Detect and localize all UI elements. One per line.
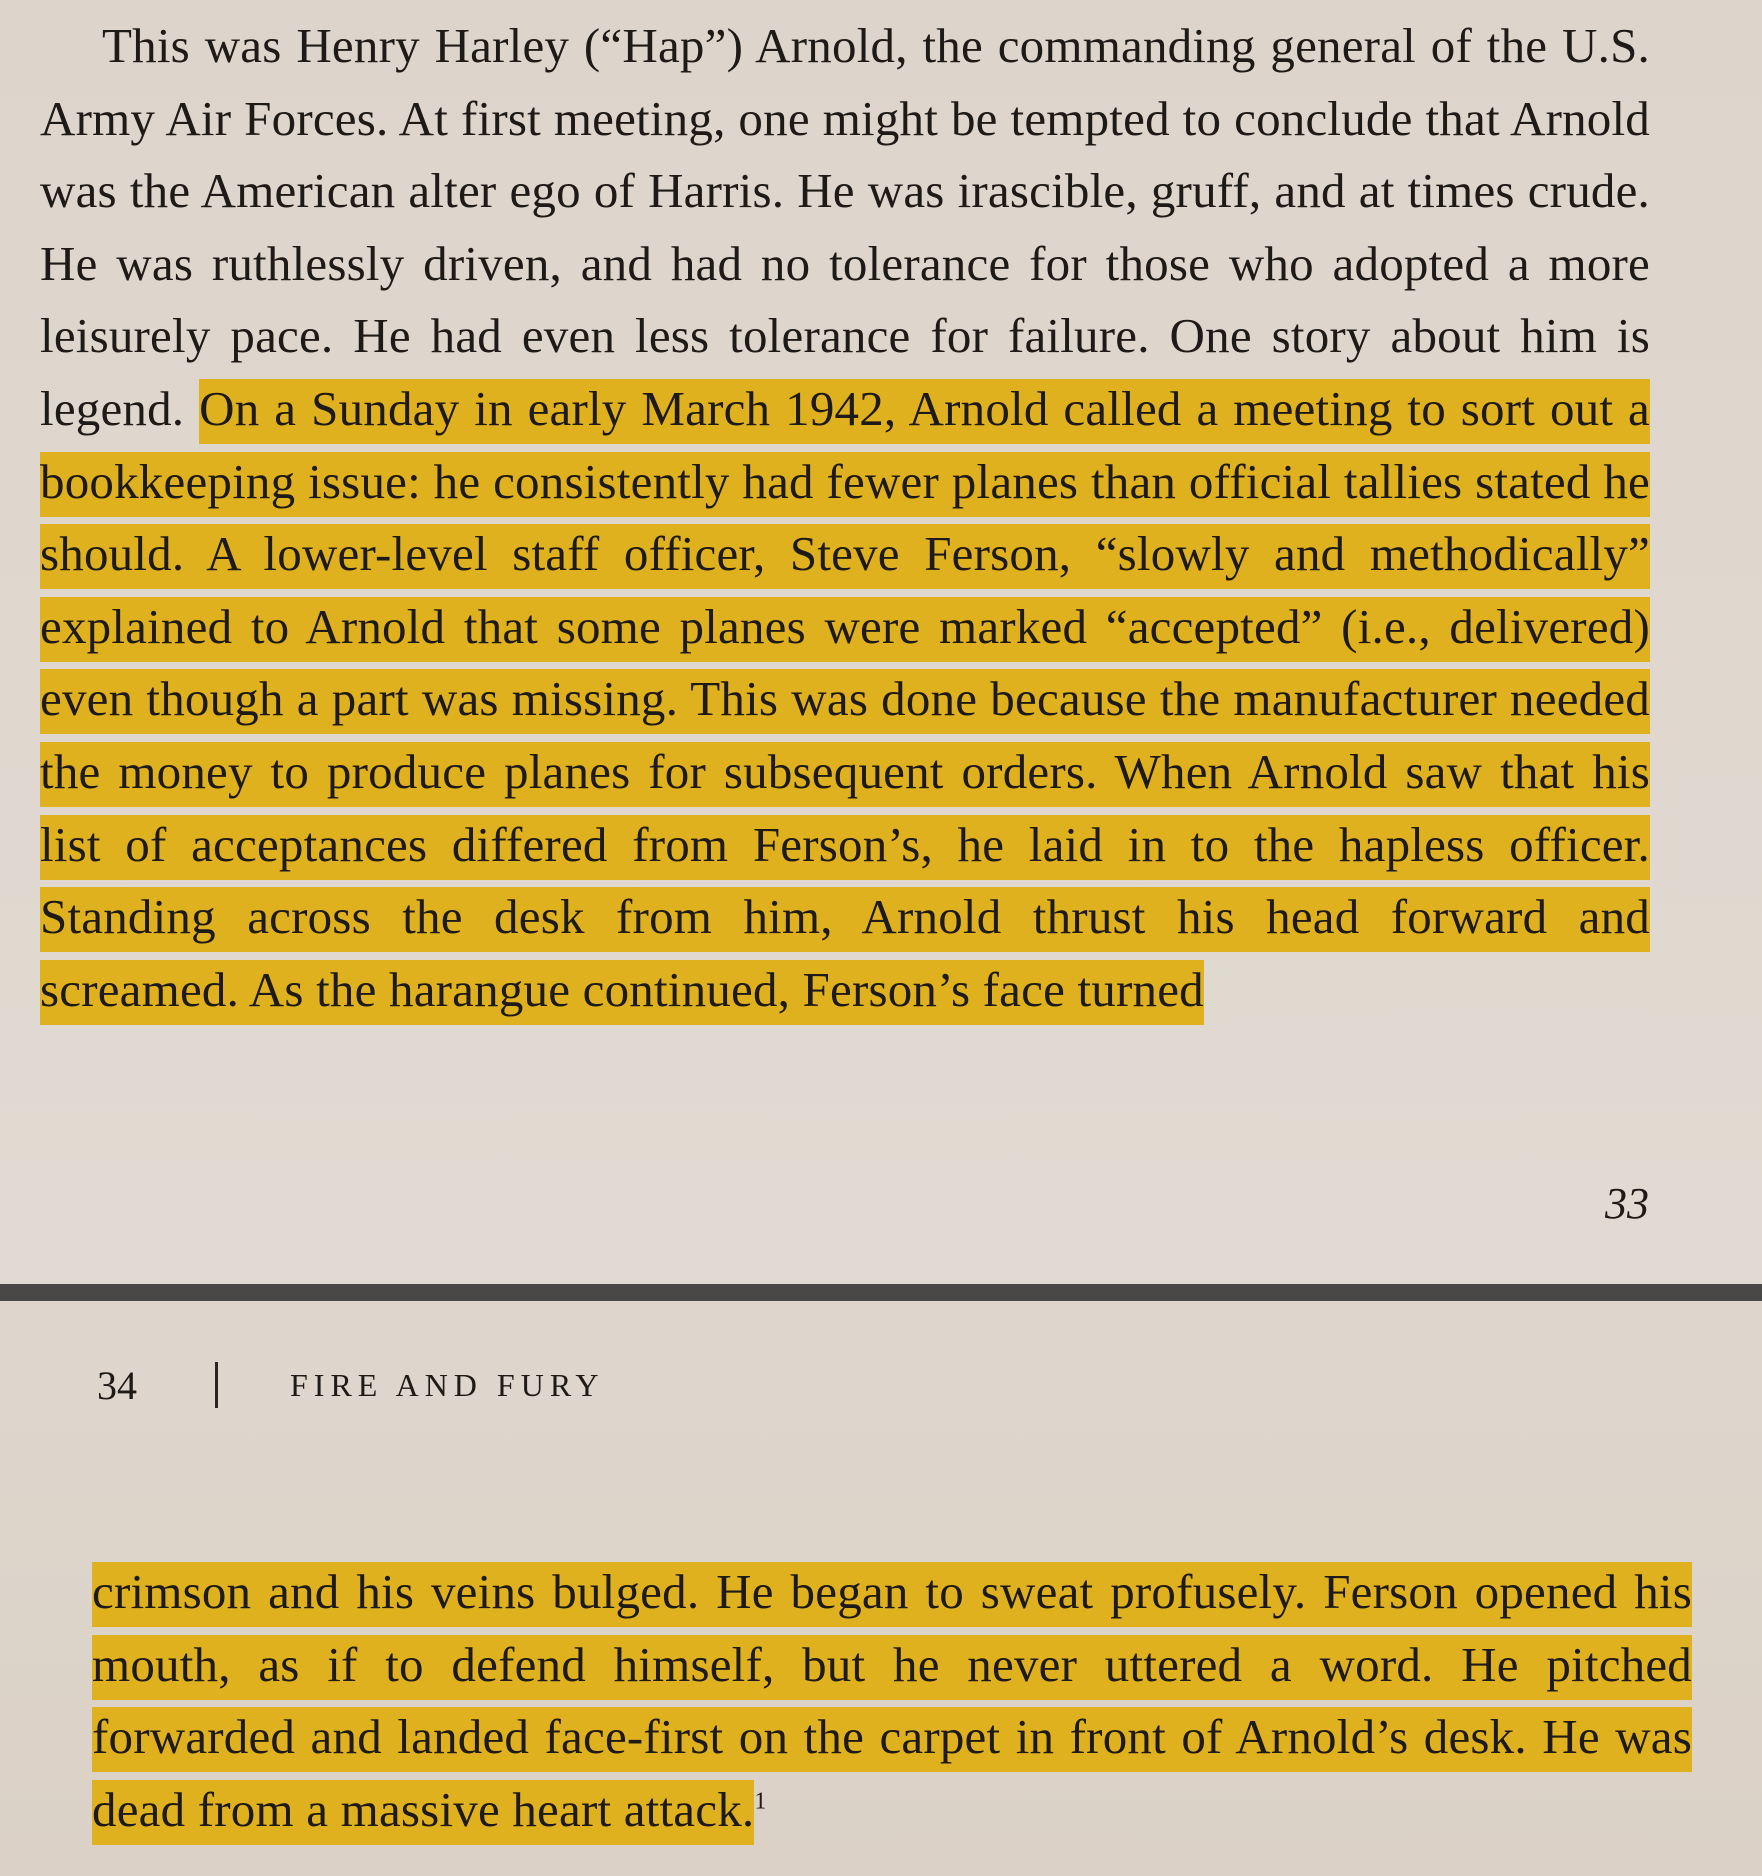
page-number: 33 bbox=[1605, 1179, 1649, 1228]
body-text-page-34 bbox=[92, 1556, 1692, 1846]
highlighted-passage[interactable]: On a Sunday in early March 1942, Arnold called a meeting to sort out a bookkeeping issue: he consistently had fewer planes than official tallies stated he should. A lower-level staff officer, Steve Ferson, “slowly and methodically” explained to Arnold that some planes were marked “accepted” (i.e., delivered) even though a part was missing. This was done because the manufacturer needed the money to produce planes for subsequent orders. When Arnold saw that his list of acceptances differed from Ferson’s, he laid in to the hapless officer. Standing across the desk from him, Arnold thrust his head forward and screamed. As the harangue continued, Ferson’s face turned bbox=[40, 379, 1650, 1025]
highlighted-passage-continued[interactable]: crimson and his veins bulged. He began to sweat profusely. Ferson opened his mouth, as if to defend himself, but he never uttered a word. He pitched forwarded and landed face-first on the carpet in front of Arnold’s desk. He was dead from a massive heart attack. bbox=[92, 1562, 1692, 1845]
running-head-rule bbox=[215, 1362, 218, 1408]
paragraph-arnold bbox=[40, 10, 1650, 1026]
running-head bbox=[97, 1360, 605, 1410]
body-text-page-33 bbox=[40, 10, 1650, 1026]
footnote-marker[interactable]: 1 bbox=[754, 1788, 767, 1815]
paragraph-continued bbox=[92, 1556, 1692, 1846]
page-number-left: 34 bbox=[97, 1362, 137, 1408]
book-title: FIRE AND FURY bbox=[290, 1366, 605, 1403]
paragraph-intro-text: This was Henry Harley (“Hap”) Arnold, the commanding general of the U.S. Army Air Forces. At first meeting, one might be tempted to conclude that Arnold was the American alter ego of Harris. He was irascible, gruff, and at times crude. He was ruthlessly driven, and had no tolerance for those who adopted a more leisurely pace. He had even less tolerance for failure. One story about him is legend. bbox=[40, 18, 1650, 436]
page-divider bbox=[0, 1284, 1762, 1301]
